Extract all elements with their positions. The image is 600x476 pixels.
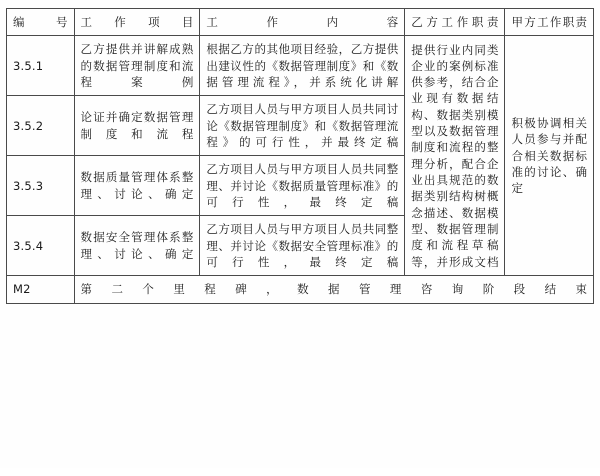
column-header-id: 编号 <box>7 9 75 36</box>
table-header-row <box>7 9 594 36</box>
milestone-id: M2 <box>7 276 75 303</box>
row-content: 根据乙方的其他项目经验，乙方提供出建议性的《数据管理制度》和《数据管理流程》，并系统化讲解 <box>200 36 405 96</box>
column-header-content: 工作内容 <box>200 9 405 36</box>
column-header-project: 工作项目 <box>74 9 200 36</box>
row-id: 3.5.3 <box>7 156 75 216</box>
row-content: 乙方项目人员与甲方项目人员共同整理、并讨论《数据安全管理标准》的可行性，最终定稿 <box>200 216 405 276</box>
row-id: 3.5.1 <box>7 36 75 96</box>
page-bottom-clip <box>0 468 600 476</box>
row-content: 乙方项目人员与甲方项目人员共同整理、并讨论《数据质量管理标准》的可行性，最终定稿 <box>200 156 405 216</box>
row-id: 3.5.2 <box>7 96 75 156</box>
row-id: 3.5.4 <box>7 216 75 276</box>
table-header <box>7 9 594 36</box>
milestone-text: 第二个里程碑，数据管理咨询阶段结束 <box>74 276 593 303</box>
row-project: 数据安全管理体系整理、讨论、确定 <box>74 216 200 276</box>
column-header-party-a-duty: 甲方工作职责 <box>505 9 594 36</box>
row-project: 数据质量管理体系整理、讨论、确定 <box>74 156 200 216</box>
milestone-row <box>7 276 594 303</box>
row-project: 乙方提供并讲解成熟的数据管理制度和流程案例 <box>74 36 200 96</box>
table-body <box>7 36 594 303</box>
table-row <box>7 36 594 96</box>
work-breakdown-table <box>6 8 594 304</box>
party-a-duty-cell: 积极协调相关人员参与并配合相关数据标准的讨论、确定 <box>505 36 594 276</box>
row-content: 乙方项目人员与甲方项目人员共同讨论《数据管理制度》和《数据管理流程》的可行性，并最终定稿 <box>200 96 405 156</box>
column-header-party-b-duty: 乙方工作职责 <box>405 9 505 36</box>
row-project: 论证并确定数据管理制度和流程 <box>74 96 200 156</box>
party-b-duty-cell: 提供行业内同类企业的案例标准供参考，结合企业现有数据结构、数据类别模型以及数据管理制度和流程的整理分析，配合企业出具规范的数据类别结构树概念描述、数据模型、数据管理制度和流程草稿等，并形成文档 <box>405 36 505 276</box>
